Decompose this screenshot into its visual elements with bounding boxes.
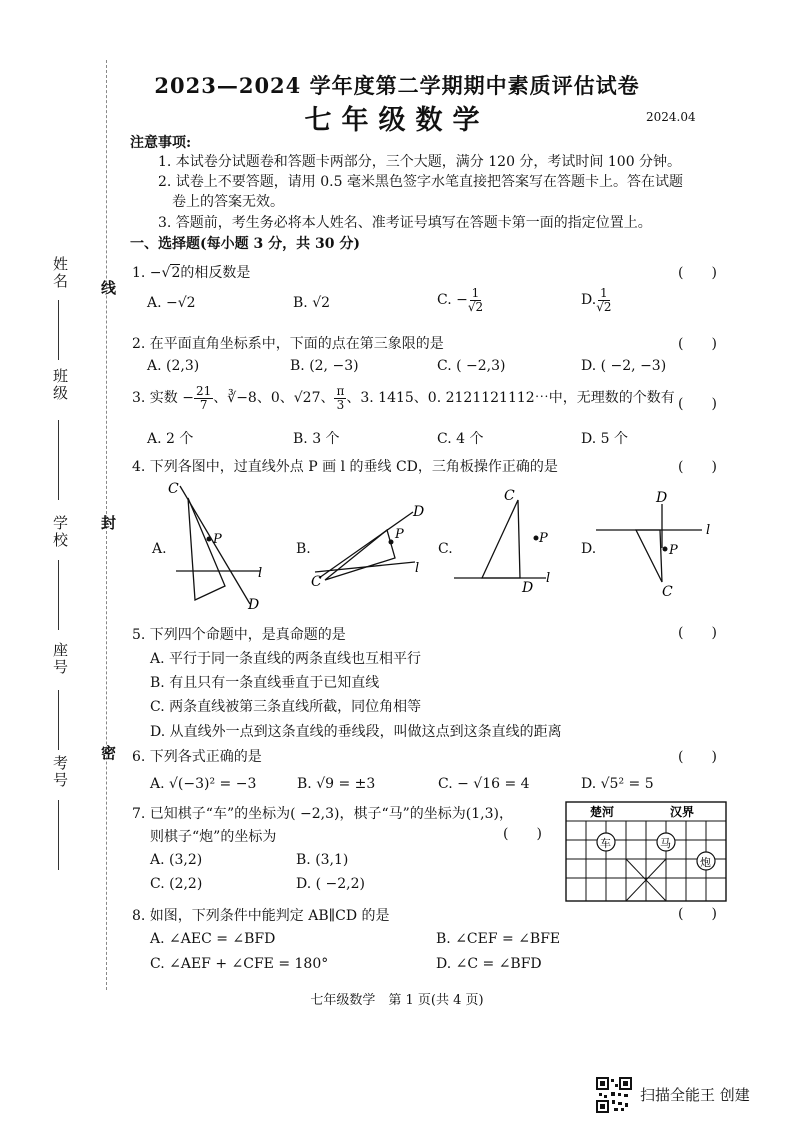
q1-stem: 1. −√2的相反数是	[132, 265, 251, 281]
q8-stem: 8. 如图，下列条件中能判定 AB∥CD 的是	[132, 908, 390, 924]
q5-option-d: D. 从直线外一点到这条直线的垂线段，叫做这点到这条直线的距离	[150, 724, 562, 740]
q3-suffix: 、3. 1415、0. 2121121112⋯中，无理数的个数有	[346, 390, 675, 407]
q1-radicand: 2	[171, 265, 181, 281]
q1-d-den: √2	[596, 299, 612, 314]
q2-option-b: B. (2, −3)	[290, 358, 359, 374]
q5-stem: 5. 下列四个命题中，是真命题的是	[132, 627, 346, 643]
q7-answer-paren: ( )	[503, 826, 542, 842]
seat-line	[58, 690, 60, 750]
line-marker: 线	[99, 280, 117, 297]
q4-figure-b	[305, 500, 430, 595]
q1-option-b: B. √2	[293, 295, 331, 311]
q4-option-c: C.	[438, 541, 453, 557]
q4-answer-paren: ( )	[678, 459, 717, 475]
section-heading: 一、选择题(每小题 3 分，共 30 分)	[130, 236, 360, 252]
q5-answer-paren: ( )	[678, 625, 717, 641]
q4-option-d: D.	[581, 541, 597, 557]
q4c-label-d: D	[522, 580, 534, 596]
q3-frac-num: 21	[196, 384, 212, 398]
q2-option-a: A. (2,3)	[147, 358, 200, 374]
q4b-label-l: l	[415, 561, 420, 576]
q4c-label-p: P	[539, 531, 548, 546]
exam-date: 2024.04	[646, 110, 696, 124]
q2-option-d: D. ( −2, −3)	[581, 358, 667, 374]
name-line	[58, 300, 60, 360]
chess-piece-che: 车	[600, 837, 611, 850]
q4d-label-p: P	[669, 543, 678, 558]
chess-piece-pao: 炮	[700, 856, 711, 869]
q2-answer-paren: ( )	[678, 336, 717, 352]
q6-option-d: D. √5² = 5	[581, 776, 654, 792]
q6-answer-paren: ( )	[678, 749, 717, 765]
q4-figure-d	[590, 488, 720, 600]
q3-option-b: B. 3 个	[293, 431, 340, 447]
q2-stem: 2. 在平面直角坐标系中，下面的点在第三象限的是	[132, 336, 444, 352]
q3-option-d: D. 5 个	[581, 431, 628, 447]
q5-option-c: C. 两条直线被第三条直线所截，同位角相等	[150, 699, 422, 715]
q4-stem: 4. 下列各图中，过直线外点 P 画 l 的垂线 CD，三角板操作正确的是	[132, 459, 558, 475]
q3-option-c: C. 4 个	[437, 431, 484, 447]
q3-middle: 、∛−8、0、√27、	[213, 390, 335, 407]
seal-marker: 封	[99, 515, 117, 532]
q7-option-b: B. (3,1)	[296, 852, 349, 868]
q6-option-c: C. − √16 = 4	[438, 776, 530, 792]
q4b-label-p: P	[395, 527, 404, 542]
class-label: 班级	[51, 368, 69, 402]
board-river-right: 汉界	[670, 805, 695, 819]
note-3: 3. 答题前，考生务必将本人姓名、准考证号填写在答题卡第一面的指定位置上。	[158, 215, 652, 231]
q1-c-den: √2	[467, 299, 484, 314]
q4d-label-l: l	[706, 523, 711, 538]
q4a-label-c: C	[168, 481, 179, 497]
qr-code-icon	[596, 1077, 632, 1113]
q8-option-b: B. ∠CEF = ∠BFE	[436, 931, 561, 947]
q4-option-a: A.	[152, 541, 167, 557]
q4a-label-p: P	[213, 532, 222, 547]
q1-stem-suffix: 的相反数是	[180, 265, 251, 281]
q4c-label-l: l	[546, 571, 551, 586]
q4-figure-a	[160, 476, 285, 616]
q4-figure-c	[450, 484, 565, 599]
q1-c-num: 1	[471, 286, 480, 300]
class-line	[58, 420, 60, 500]
secret-marker: 密	[99, 745, 117, 762]
q1-c-prefix: C. −	[437, 292, 468, 309]
chess-board-figure	[562, 798, 732, 906]
q1-option-a: A. −√2	[147, 295, 196, 311]
q1-answer-paren: ( )	[678, 265, 717, 281]
exam-title: 2023—2024 学年度第二学期期中素质评估试卷	[154, 73, 640, 98]
q5-option-a: A. 平行于同一条直线的两条直线也互相平行	[150, 651, 422, 667]
q4d-label-c: C	[662, 584, 673, 600]
q1-option-d	[581, 287, 611, 313]
name-label: 姓名	[51, 256, 69, 290]
q3-answer-paren: ( )	[678, 396, 717, 412]
q7-stem-line2: 则棋子“炮”的坐标为	[150, 829, 277, 845]
note-1: 1. 本试卷分试题卷和答题卡两部分，三个大题，满分 120 分，考试时间 100 分钟。	[158, 154, 682, 170]
q1-option-c	[437, 287, 483, 313]
school-line	[58, 560, 60, 630]
q1-d-num: 1	[600, 286, 608, 300]
board-river-left: 楚河	[590, 805, 615, 819]
notes-heading: 注意事项:	[130, 135, 192, 151]
scanner-watermark: 扫描全能王 创建	[640, 1086, 750, 1104]
q3-stem	[132, 385, 675, 411]
q1-stem-prefix: 1. −	[132, 265, 162, 281]
school-label: 学校	[51, 515, 69, 549]
q8-option-c: C. ∠AEF + ∠CFE = 180°	[150, 956, 329, 972]
q6-option-b: B. √9 = ±3	[297, 776, 376, 792]
q7-stem-line1: 7. 已知棋子“车”的坐标为( −2,3)，棋子“马”的坐标为(1,3)，	[132, 806, 513, 822]
seat-label: 座号	[51, 642, 69, 676]
q3-pi-den: 3	[336, 397, 345, 412]
subject-title: 七年级数学	[304, 105, 490, 136]
q4c-label-c: C	[504, 488, 515, 504]
note-2-cont: 卷上的答案无效。	[172, 194, 284, 210]
q3-pi-num: π	[336, 384, 345, 398]
q7-option-c: C. (2,2)	[150, 876, 203, 892]
q4a-label-d: D	[248, 597, 260, 613]
q4-option-b: B.	[296, 541, 311, 557]
exam-number-line	[58, 800, 60, 870]
q3-prefix: 3. 实数 −	[132, 390, 194, 407]
q6-stem: 6. 下列各式正确的是	[132, 749, 262, 765]
q4b-label-d: D	[413, 504, 425, 520]
q5-option-b: B. 有且只有一条直线垂直于已知直线	[150, 675, 380, 691]
q4a-label-l: l	[258, 566, 263, 581]
q8-option-a: A. ∠AEC = ∠BFD	[150, 931, 276, 947]
q4b-label-c: C	[311, 574, 322, 590]
q8-answer-paren: ( )	[678, 906, 717, 922]
q8-option-d: D. ∠C = ∠BFD	[436, 956, 542, 972]
note-2: 2. 试卷上不要答题，请用 0.5 毫米黑色签字水笔直接把答案写在答题卡上。答在试题	[158, 174, 683, 190]
chess-piece-ma: 马	[660, 837, 671, 850]
q6-option-a: A. √(−3)² = −3	[150, 776, 257, 792]
q7-option-a: A. (3,2)	[150, 852, 203, 868]
q1-d-prefix: D.	[581, 292, 597, 309]
q7-option-d: D. ( −2,2)	[296, 876, 365, 892]
q3-option-a: A. 2 个	[147, 431, 194, 447]
page-footer: 七年级数学 第 1 页(共 4 页)	[310, 993, 484, 1008]
q2-option-c: C. ( −2,3)	[437, 358, 506, 374]
q4d-label-d: D	[656, 490, 668, 506]
exam-number-label: 考号	[51, 755, 69, 789]
q3-frac-den: 7	[199, 397, 208, 412]
